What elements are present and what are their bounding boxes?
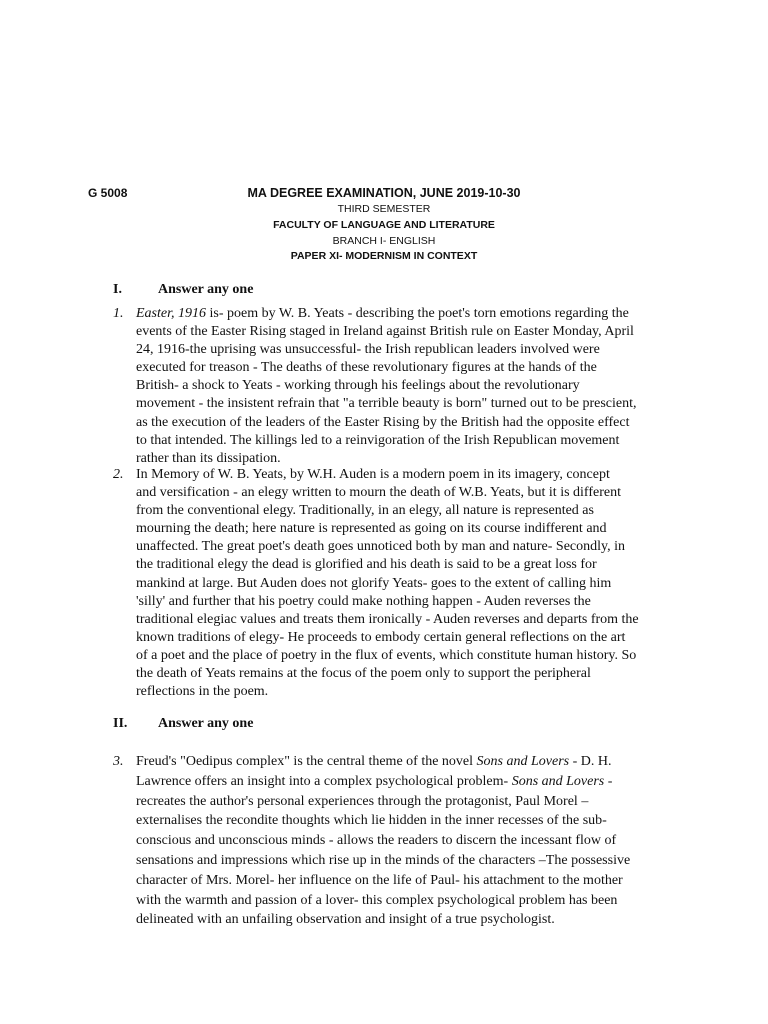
novel-title: Sons and Lovers [511,773,605,789]
text-line: to that intended. The killings led to a reinvigoration of the Irish Republican movement [136,432,620,448]
text-line: of a poet and the place of poetry in the flux of events, which constitute human history. So [136,647,637,663]
text-line: character of Mrs. Morel- her influence on the life of Paul- his attachment to the mother [136,872,623,888]
section-heading [113,282,253,298]
item-number: 3. [113,754,124,769]
section-numeral: I. [113,282,122,297]
semester-label: THIRD SEMESTER [337,203,431,215]
answer-item [113,305,683,468]
section-instruction: Answer any one [158,282,254,297]
text-line: from the conventional elegy. Traditionally, in an elegy, all nature is represented as [136,503,594,519]
text-line: rather than its dissipation. [136,450,281,466]
section-heading [113,716,253,732]
answer-item [113,466,683,701]
text-line: as the execution of the leaders of the Easter Rising by the British had the opposite effect [136,414,630,430]
text-line: British- a shock to Yeats - working through his feelings about the revolutionary [136,378,580,394]
text-line: Lawrence offers an insight into a complex psychological problem- Sons and Lovers - [136,773,613,789]
section-numeral: II. [113,716,128,731]
text-line: Easter, 1916 is- poem by W. B. Yeats - describing the poet's torn emotions regarding the [136,306,629,321]
text-line: mankind at large. But Auden does not glorify Yeats- goes to the extent of calling him [136,575,612,591]
answer-item [113,752,683,930]
section-instruction: Answer any one [158,716,254,731]
faculty-label: FACULTY OF LANGUAGE AND LITERATURE [273,219,495,231]
text-line: known traditions of elegy- He proceeds to embody certain general reflections on the art [136,629,626,645]
text-line: unaffected. The great poet's death goes unnoticed both by man and nature- Secondly, in [136,539,626,555]
text-line: executed for treason - The deaths of these revolutionary figures at the hands of the [136,360,597,376]
text-line: 24, 1916-the uprising was unsuccessful- the Irish republican leaders involved were [136,342,600,358]
text-line: the traditional elegy the dead is glorified and his death is said to be a great loss for [136,557,597,573]
item-text [136,305,683,468]
text-line: 'silly' and further that his poetry could make nothing happen - Auden reverses the [136,593,591,609]
item-text [136,466,683,701]
novel-title: Sons and Lovers [476,754,570,769]
text-line: externalises the recondite thoughts which lie hidden in the inner recesses of the sub- [136,813,607,829]
text-line: traditional elegiac values and treats them ironically - Auden reverses and departs from the [136,611,639,627]
item-number: 1. [113,306,124,321]
text-line: with the warmth and passion of a lover- this complex psychological problem has been [136,892,618,908]
item-number: 2. [113,467,124,482]
text-line: conscious and unconscious minds - allows the readers to discern the incessant flow of [136,833,617,849]
paper-label: PAPER XI- MODERNISM IN CONTEXT [290,250,478,262]
branch-label: BRANCH I- ENGLISH [332,235,436,247]
exam-title: MA DEGREE EXAMINATION, JUNE 2019-10-30 [247,186,521,200]
text-line: movement - the insistent refrain that "a terrible beauty is born" turned out to be prescient, [136,396,637,412]
text-line: events of the Easter Rising staged in Ireland against British rule on Easter Monday, April [136,324,634,340]
exam-code: G 5008 [88,186,128,200]
text-line: recreates the author's personal experiences through the protagonist, Paul Morel – [136,793,589,809]
text-line: Freud's "Oedipus complex" is the central theme of the novel Sons and Lovers - D. H. [136,754,612,769]
item-text [136,752,683,930]
text-line: mourning the death; here nature is represented as going on its course indifferent and [136,521,607,537]
poem-title: Easter, 1916 [136,306,206,321]
text-line: sensations and impressions which rise up in the minds of the characters –The possessive [136,852,631,868]
text-line: the death of Yeats remains at the focus of the poem only to support the peripheral [136,666,591,682]
text-line: In Memory of W. B. Yeats, by W.H. Auden is a modern poem in its imagery, concept [136,467,610,482]
text-line: and versification - an elegy written to mourn the death of W.B. Yeats, but it is different [136,485,621,501]
text-line: reflections in the poem. [136,684,269,700]
text-line: delineated with an unfailing observation and insight of a true psychologist. [136,912,555,928]
